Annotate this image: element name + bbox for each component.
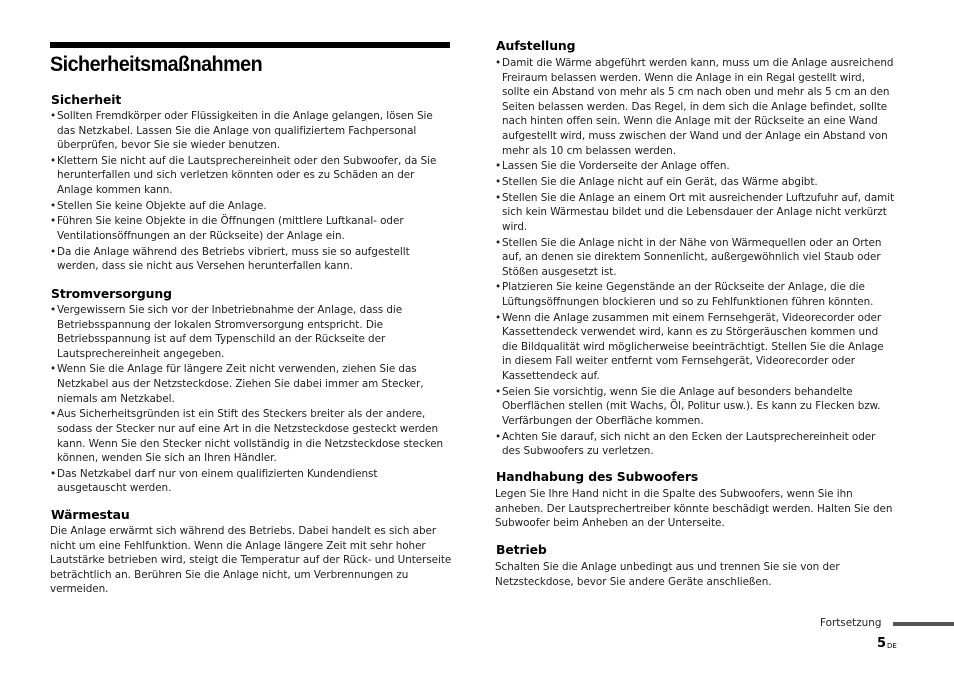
list-item: • Stellen Sie die Anlage nicht in der Nähe von Wärmequellen oder an Orten auf, an denen sie direktem Sonnenlicht, außergewöhnlich viel Staub oder Stößen ausgesetzt ist.: [495, 236, 895, 280]
section-heading-waermestau: Wärmestau: [51, 507, 130, 522]
list-item: • Stellen Sie keine Objekte auf die Anlage.: [50, 199, 450, 214]
list-item: • Damit die Wärme abgeführt werden kann, muss um die Anlage ausreichend Freiraum belassen werden. Wenn die Anlage in ein Regal gestellt wird, sollte ein Abstand von mehr als 5 cm nach oben und mehr als 5 cm an den Seiten belassen werden. Das Regel, in dem sich die Anlage befindet, sollte nach hinten offen sein. Wenn die Anlage mit der Rückseite an eine Wand aufgestellt wird, muss zwischen der Wand und der Anlage ein Abstand von mehr als 10 cm belassen werden.: [495, 56, 895, 158]
section-heading-subwoofer: Handhabung des Subwoofers: [496, 469, 699, 484]
page-number-value: 5: [877, 636, 887, 651]
continued-label: Fortsetzung: [820, 617, 882, 629]
section-heading-betrieb: Betrieb: [496, 542, 547, 557]
section-heading-stromversorgung: Stromversorgung: [51, 286, 172, 301]
title-rule: [50, 42, 450, 48]
waermestau-text: Die Anlage erwärmt sich während des Betriebs. Dabei handelt es sich aber nicht um eine Fehlfunktion. Wenn die Anlage längere Zeit mit sehr hoher Lautstärke betrieben wird, steigt die Temperatur auf der Rück- und Unterseite beträchtlich an. Berühren Sie die Anlage nicht, um Verbrennungen zu vermeiden.: [50, 525, 452, 596]
list-item: • Stellen Sie die Anlage an einem Ort mit ausreichender Luftzufuhr auf, damit sich kein Wärmestau bildet und die Lebensdauer der Anlage nicht verkürzt wird.: [495, 191, 895, 235]
list-item: • Platzieren Sie keine Gegenstände an der Rückseite der Anlage, die die Lüftungsöffnungen blockieren und so zu Fehlfunktionen führen könnten.: [495, 280, 895, 309]
list-item: • Aus Sicherheitsgründen ist ein Stift des Steckers breiter als der andere, sodass der Stecker nur auf eine Art in die Netzsteckdose gesteckt werden kann. Wenn Sie den Stecker nicht vollständig in die Netzsteckdose stecken können, wenden Sie sich an Ihren Händler.: [50, 407, 450, 465]
list-item: • Sollten Fremdkörper oder Flüssigkeiten in die Anlage gelangen, lösen Sie das Netzkabel. Lassen Sie die Anlage von qualifiziertem Fachpersonal überprüfen, bevor Sie sie wieder benutzen.: [50, 109, 450, 153]
continued-rule: [893, 622, 954, 626]
list-item: • Wenn Sie die Anlage für längere Zeit nicht verwenden, ziehen Sie das Netzkabel aus der Netzsteckdose. Ziehen Sie dabei immer am Stecker, niemals am Netzkabel.: [50, 362, 450, 406]
section-heading-aufstellung: Aufstellung: [496, 38, 576, 53]
subwoofer-text: Legen Sie Ihre Hand nicht in die Spalte des Subwoofers, wenn Sie ihn anheben. Der Lautsprechertreiber könnte beschädigt werden. Halten Sie den Subwoofer beim Anheben an der Unterseite.: [495, 488, 893, 530]
list-item: • Das Netzkabel darf nur von einem qualifizierten Kundendienst ausgetauscht werden.: [50, 467, 450, 496]
page-suffix: DE: [887, 642, 897, 650]
aufstellung-list: [495, 56, 895, 460]
list-item: • Wenn die Anlage zusammen mit einem Fernsehgerät, Videorecorder oder Kassettendeck verwendet wird, kann es zu Störgeräuschen kommen und die Bildqualität wird möglicherweise beeinträchtigt. Stellen Sie die Anlage in diesem Fall weiter entfernt vom Fernsehgerät, Videorecorder oder Kassettendeck auf.: [495, 311, 895, 384]
list-item: • Führen Sie keine Objekte in die Öffnungen (mittlere Luftkanal- oder Ventilationsöffnungen an der Rückseite) der Anlage ein.: [50, 214, 450, 243]
stromversorgung-list: [50, 303, 450, 497]
section-heading-sicherheit: Sicherheit: [51, 92, 122, 107]
list-item: • Seien Sie vorsichtig, wenn Sie die Anlage auf besonders behandelte Oberflächen stellen (mit Wachs, Öl, Politur usw.). Es kann zu Flecken bzw. Verfärbungen der Oberfläche kommen.: [495, 385, 895, 429]
page-number: [877, 636, 897, 651]
list-item: • Da die Anlage während des Betriebs vibriert, muss sie so aufgestellt werden, dass sie nicht aus Versehen herunterfallen kann.: [50, 245, 450, 274]
list-item: • Vergewissern Sie sich vor der Inbetriebnahme der Anlage, dass die Betriebsspannung der lokalen Stromversorgung entspricht. Die Betriebsspannung ist auf dem Typenschild an der Rückseite der Lautsprechereinheit angegeben.: [50, 303, 450, 361]
list-item: • Achten Sie darauf, sich nicht an den Ecken der Lautsprechereinheit oder des Subwoofers zu verletzen.: [495, 430, 895, 459]
list-item: • Lassen Sie die Vorderseite der Anlage offen.: [495, 159, 895, 174]
sicherheit-list: [50, 109, 450, 275]
list-item: • Stellen Sie die Anlage nicht auf ein Gerät, das Wärme abgibt.: [495, 175, 895, 190]
page-title: Sicherheitsmaßnahmen: [50, 52, 263, 76]
betrieb-text: Schalten Sie die Anlage unbedingt aus und trennen Sie sie von der Netzsteckdose, bevor Sie andere Geräte anschließen.: [495, 561, 840, 588]
list-item: • Klettern Sie nicht auf die Lautsprechereinheit oder den Subwoofer, da Sie herunterfallen und sich verletzen könnten oder es zu Schäden an der Anlage kommen kann.: [50, 154, 450, 198]
